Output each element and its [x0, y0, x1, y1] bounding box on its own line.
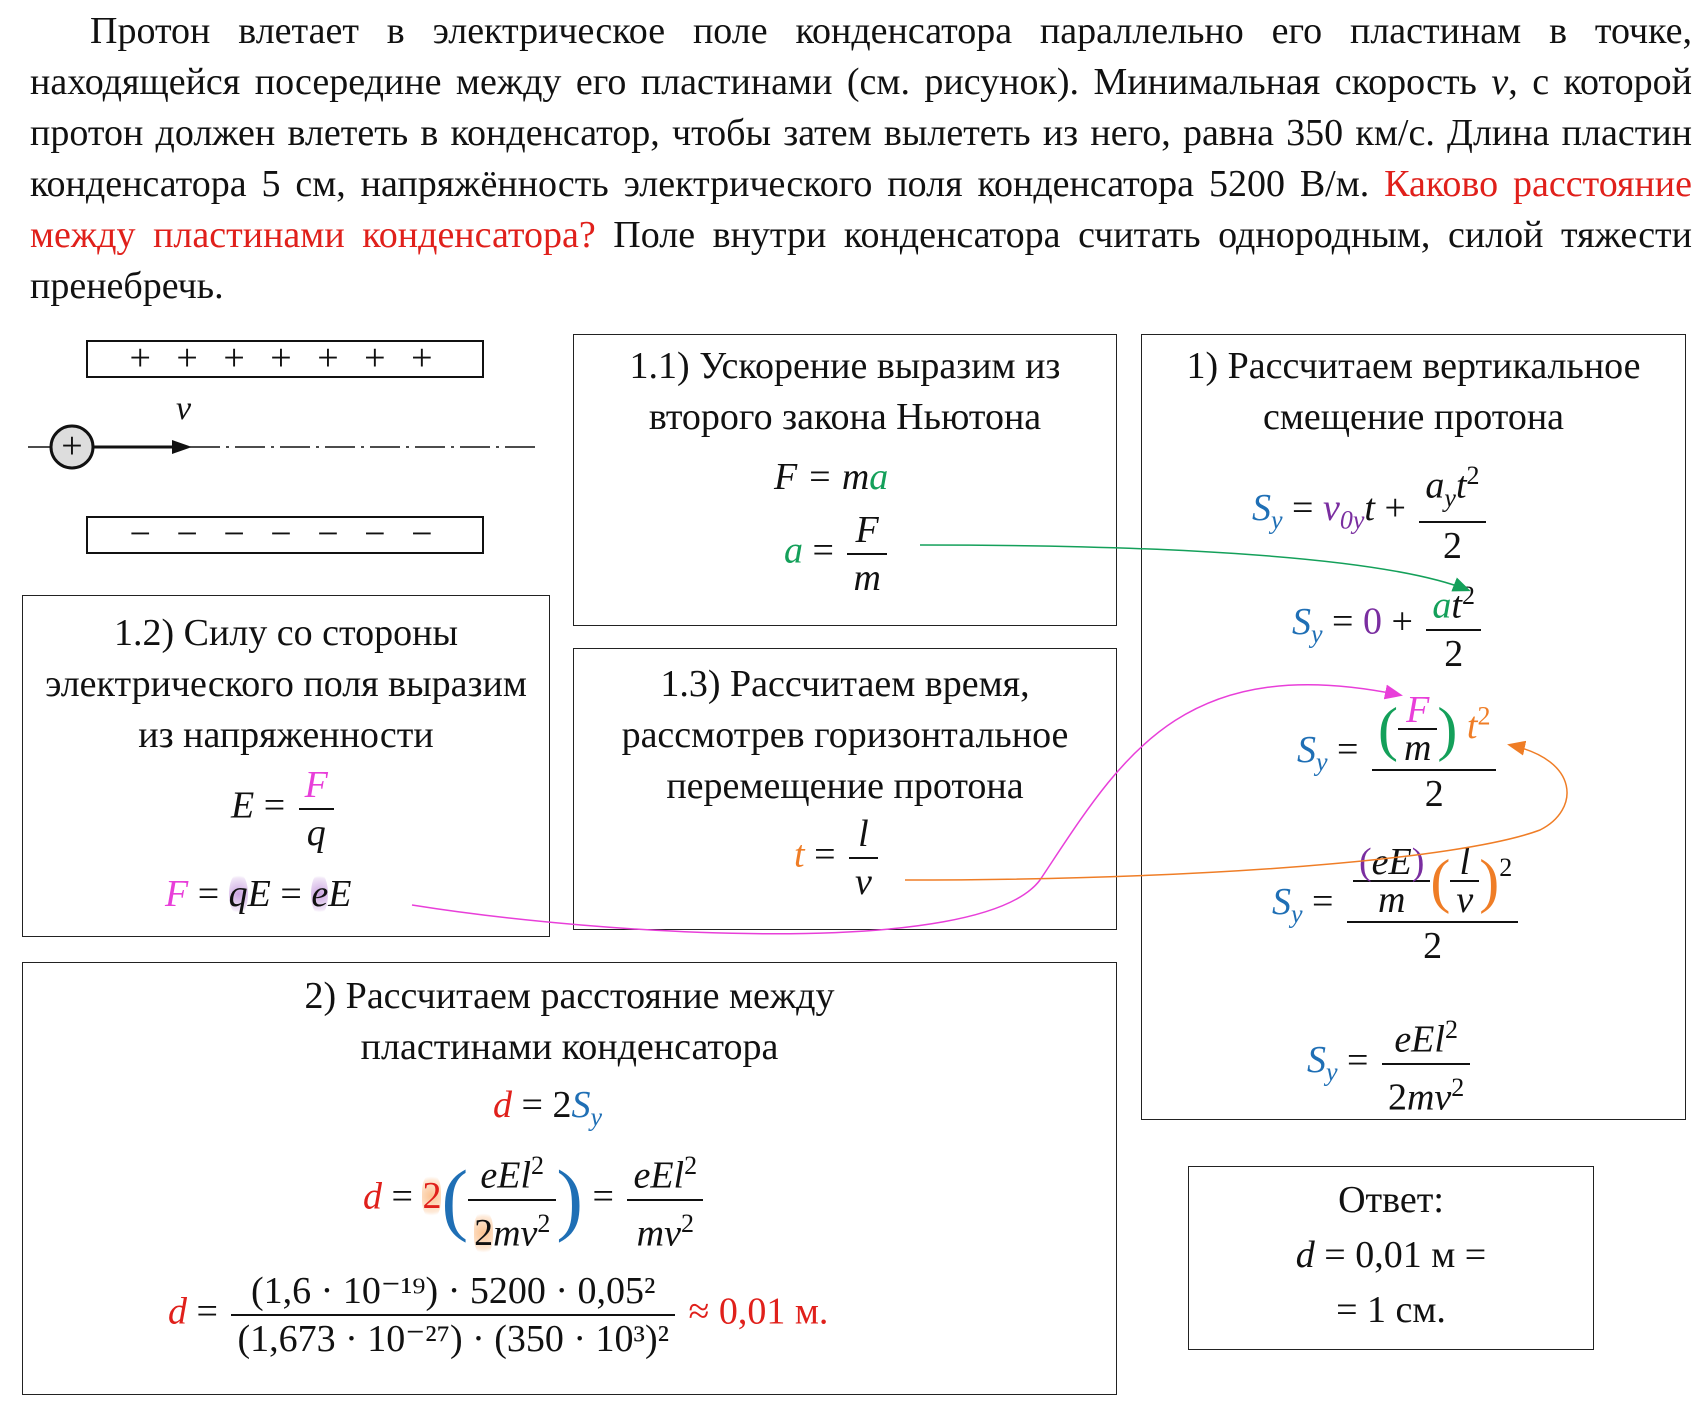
problem-text-1: Протон влетает в электрическое поле конденсатора параллельно его пластинам в точке, находящейся посередине между его пластинами (см. рисунок). Минимальная скорость: [30, 10, 1692, 103]
answer-line-3: = 1 см.: [1336, 1289, 1446, 1331]
box-1-1-eq2: a = $\frac{F}{m}$: [784, 507, 891, 601]
problem-var-v: v: [1491, 61, 1509, 103]
trajectory-line: [20, 330, 540, 570]
capacitor-figure: [20, 330, 540, 570]
box-1-2-eq1: E = $\frac{F}{q}$: [231, 762, 338, 856]
box-2: [22, 962, 1117, 1395]
box-1-2-caption: 1.2) Силу со стороны электрического поля выразим из напряженности: [45, 612, 527, 756]
box-2-caption: 2) Рассчитаем расстояние между пластинами конденсатора: [304, 975, 835, 1068]
answer-line-1: Ответ:: [1338, 1179, 1444, 1221]
problem-question: Каково расстояние между пластинами конденсатора?: [30, 163, 1692, 256]
box-1-3-eq: t = $\frac{l}{v}$: [794, 811, 882, 905]
box-1-1: [573, 334, 1117, 626]
box-1-eq2: $S_y = 0$ + $\frac{at^2}{2}$: [1292, 573, 1485, 677]
problem-text-2: , с которой протон должен влететь в конденсатор, чтобы затем вылететь из него, равна 350 км/с. Длина пластин конденсатора 5 см, напряжённость электрического поля конденсатора 5200 В/м.: [30, 61, 1692, 205]
box-1-eq5: $S_y$ = $\frac{eEl^2}{2mv^2}$: [1307, 1007, 1474, 1120]
box-1-eq1: $S_y = v_{0y}t$ + $\frac{a_yt^2}{2}$: [1252, 453, 1490, 569]
problem-text-3: Поле внутри конденсатора считать однородным, силой тяжести пренебречь.: [30, 214, 1692, 307]
box-1-eq4: $S_y$ = $\frac{(eE)}{m}$ ( $\frac{l}{v}$ )$^2$ 2: [1272, 841, 1522, 969]
velocity-label: v⃗: [176, 390, 218, 427]
top-plate: + + + + + + +: [86, 340, 484, 378]
box-1-1-eq1: F = ma: [774, 456, 889, 498]
answer-box: [1188, 1166, 1594, 1350]
box-2-eq2: d = 2( $\frac{eEl^2}{2mv^2}$ ) = $\frac{eEl^2}{mv^2}$: [363, 1143, 707, 1256]
answer-line-2: d = 0,01 м =: [1295, 1234, 1487, 1276]
box-1-2-eq2: F = qE = eE: [165, 873, 352, 915]
box-1-eq3: $S_y$ = ( $\frac{F}{m}$ ) $t^2$ 2: [1297, 689, 1500, 817]
box-1-3-caption: 1.3) Рассчитаем время, рассмотрев горизонтальное перемещение протона: [621, 663, 1069, 807]
box-2-eq1: $d = 2S_y$: [493, 1084, 602, 1132]
problem-statement: [30, 6, 1692, 312]
box-1-caption: 1) Рассчитаем вертикальное смещение протона: [1186, 345, 1641, 438]
bottom-plate: − − − − − − −: [86, 516, 484, 554]
box-1-2: [22, 595, 550, 937]
proton-sign: +: [61, 425, 83, 467]
box-1-1-caption: 1.1) Ускорение выразим из второго закона Ньютона: [629, 345, 1061, 438]
box-1: [1141, 334, 1686, 1120]
box-1-3: [573, 648, 1117, 930]
box-2-eq3: d = $\frac{\text{(1,6 · 10⁻¹⁹) · 5200 · 0,05²}}{\text{(1,673 · 10⁻²⁷) · (350 · 10³)²}}$ ≈ 0,01 м.: [168, 1270, 829, 1360]
